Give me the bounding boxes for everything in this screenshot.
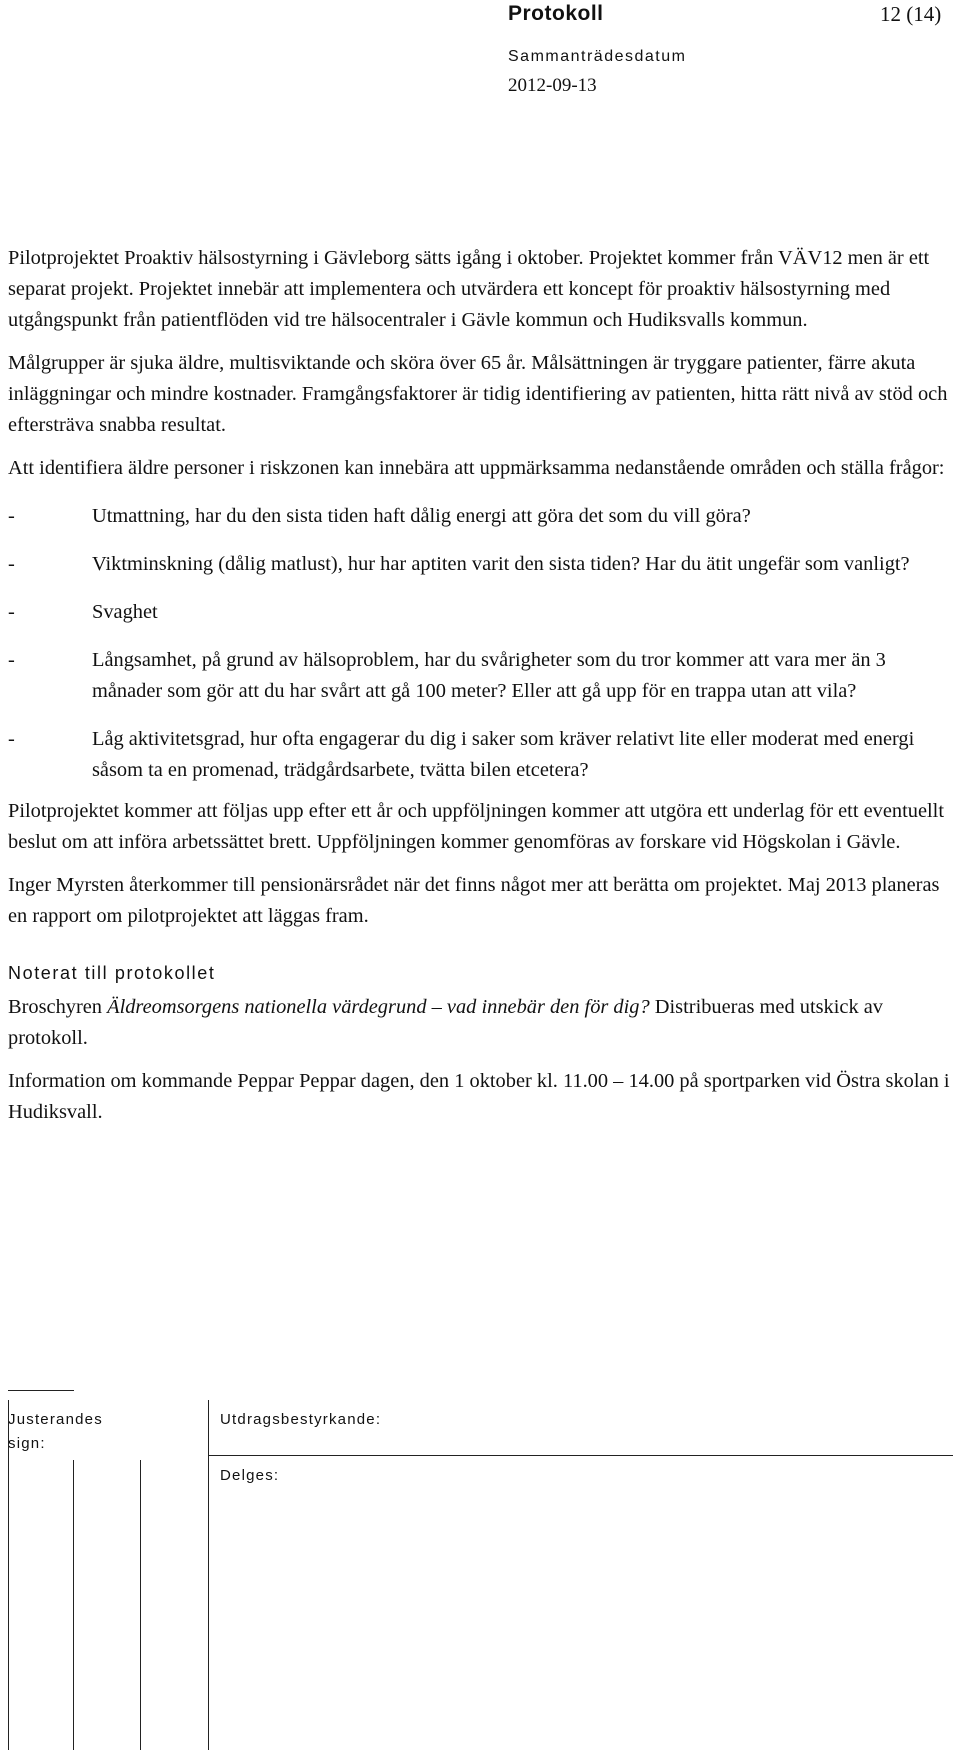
table-border [73, 1460, 74, 1750]
list-marker: - [8, 601, 15, 623]
page-number: 12 (14) [880, 2, 942, 26]
list-item [8, 501, 953, 532]
paragraph-pilot-project: Pilotprojektet Proaktiv hälsostyrning i Gävleborg sätts igång i oktober. Projektet kommer från VÄV12 men är ett separat projekt. Projektet innebär att implementera och utvärdera ett koncept för proaktiv hälsostyrning med utgångspunkt från patientflöden vid tre hälsocentraler i Gävle kommun och Hudiksvalls kommun. [8, 247, 930, 331]
list-item [8, 549, 953, 580]
list-marker: - [8, 553, 15, 575]
brochure-suffix: Distribueras med utskick av protokoll. [8, 996, 883, 1049]
document-body [8, 243, 953, 1128]
footer-separator [8, 1390, 74, 1391]
delges-label: Delges: [220, 1467, 280, 1484]
list-item-text: Viktminskning (dålig matlust), hur har aptiten varit den sista tiden? Har du ätit ungefär som vanligt? [92, 553, 910, 575]
list-marker: - [8, 505, 15, 527]
justerandes-sign-label: Justerandes sign: [8, 1411, 103, 1452]
table-border [208, 1400, 209, 1750]
brochure-prefix: Broschyren [8, 996, 102, 1018]
noterat-heading: Noterat till protokollet [8, 963, 216, 983]
paragraph-follow-up: Pilotprojektet kommer att följas upp efter ett år och uppföljningen kommer att utgöra ett underlag för ett eventuellt beslut om att införa arbetssättet brett. Uppföljningen kommer genomföras av forskare vid Högskolan i Gävle. [8, 800, 944, 853]
meeting-date-label: Sammanträdesdatum [508, 48, 687, 65]
document-title: Protokoll [508, 2, 604, 25]
paragraph-event-info: Information om kommande Peppar Peppar dagen, den 1 oktober kl. 11.00 – 14.00 på sportparken vid Östra skolan i Hudiksvall. [8, 1070, 950, 1123]
paragraph-target-groups: Målgrupper är sjuka äldre, multisviktande och sköra över 65 år. Målsättningen är tryggare patienter, färre akuta inläggningar och mindre kostnader. Framgångsfaktorer är tidig identifiering av patienten, hitta rätt nivå av stöd och eftersträva snabba resultat. [8, 352, 948, 436]
list-item-text: Långsamhet, på grund av hälsoproblem, har du svårigheter som du tror kommer att vara mer än 3 månader som gör att du har svårt att gå 100 meter? Eller att gå upp för en trappa utan att vila? [92, 649, 886, 702]
meeting-date: 2012-09-13 [508, 75, 597, 96]
list-item [8, 724, 953, 786]
list-item [8, 597, 953, 628]
utdrag-label: Utdragsbestyrkande: [220, 1411, 382, 1428]
list-item-text: Låg aktivitetsgrad, hur ofta engagerar du dig i saker som kräver relativt lite eller moderat med energi såsom ta en promenad, trädgårdsarbete, tvätta bilen etcetera? [92, 728, 915, 781]
list-marker: - [8, 728, 15, 750]
table-border [208, 1455, 953, 1456]
table-border [140, 1460, 141, 1750]
list-item-text: Utmattning, har du den sista tiden haft dålig energi att göra det som du vill göra? [92, 505, 751, 527]
list-item-text: Svaghet [92, 601, 158, 623]
paragraph-brochure [8, 992, 953, 1054]
paragraph-report: Inger Myrsten återkommer till pensionärsrådet när det finns något mer att berätta om projektet. Maj 2013 planeras en rapport om pilotprojektet att läggas fram. [8, 874, 940, 927]
signature-table [8, 1400, 953, 1750]
table-border [8, 1400, 9, 1750]
list-item [8, 645, 953, 707]
brochure-title: Äldreomsorgens nationella värdegrund – vad innebär den för dig? [107, 996, 650, 1018]
paragraph-risk-identification: Att identifiera äldre personer i riskzonen kan innebära att uppmärksamma nedanstående områden och ställa frågor: [8, 457, 945, 479]
list-marker: - [8, 649, 15, 671]
